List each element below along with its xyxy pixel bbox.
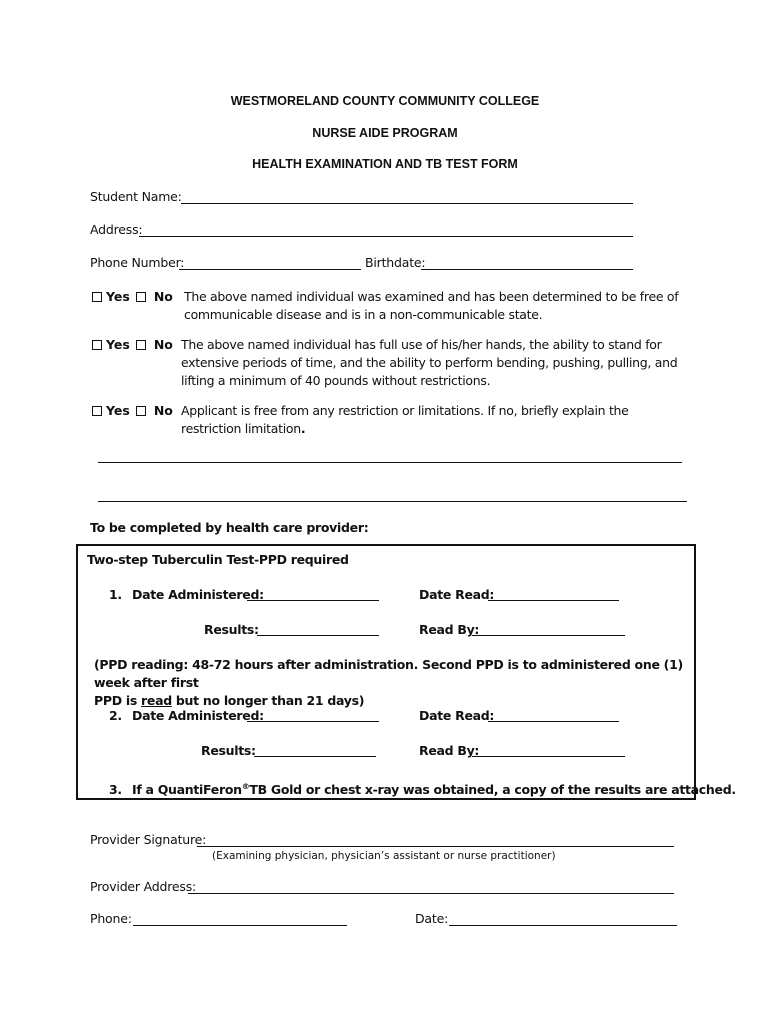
statement-1-text: The above named individual was examined and has been determined to be free of communicable disease and is in a non-communicable state. [184,289,679,322]
test-2-read-by-field[interactable] [472,756,625,757]
address-field[interactable] [139,236,633,237]
test-2-date-read-label: Date Read: [419,708,495,723]
explanation-line-1[interactable] [98,462,682,463]
program-name: NURSE AIDE PROGRAM [312,126,458,140]
test-2-results-label: Results: [201,743,256,758]
provider-signature-field[interactable] [197,846,674,847]
tb-box-title: Two-step Tuberculin Test-PPD required [87,552,349,567]
test-1-date-administered-label: Date Administered: [132,587,264,602]
item-3-number: 3. [109,782,122,797]
phone-number-field[interactable] [179,269,361,270]
phone-field[interactable] [133,925,347,926]
test-1-results-label: Results: [204,622,259,637]
student-name-label: Student Name: [90,189,182,204]
statement-3-yes-checkbox[interactable] [92,406,102,416]
birthdate-label: Birthdate: [365,255,426,270]
yes-label: Yes [106,337,130,352]
signature-note: (Examining physician, physician’s assistant or nurse practitioner) [212,850,556,862]
explanation-line-2[interactable] [98,501,687,502]
no-label: No [153,403,173,418]
statement-1-yes-checkbox[interactable] [92,292,102,302]
test-1-read-by-field[interactable] [472,635,625,636]
test-2-results-field[interactable] [254,756,376,757]
test-1-read-by-label: Read By: [419,622,480,637]
statement-2-yes-checkbox[interactable] [92,340,102,350]
provider-address-label: Provider Address: [90,879,197,894]
test-1-date-read-label: Date Read: [419,587,495,602]
yes-label: Yes [106,403,130,418]
provider-signature-label: Provider Signature: [90,832,207,847]
ppd-note: (PPD reading: 48-72 hours after administration. Second PPD is to administered one (1) week after first PPD is read but no longer than 21 days) [94,657,683,708]
provider-section-heading: To be completed by health care provider: [90,520,369,535]
student-name-field[interactable] [181,203,633,204]
college-name: WESTMORELAND COUNTY COMMUNITY COLLEGE [230,94,540,108]
statement-3-no-checkbox[interactable] [136,406,146,416]
statement-1-options [92,289,173,304]
date-field[interactable] [449,925,677,926]
test-2-date-administered-field[interactable] [247,721,379,722]
no-label: No [153,289,173,304]
statement-2-text: The above named individual has full use of his/her hands, the ability to stand for extensive periods of time, and the ability to perform bending, pushing, pulling, and lifting a minimum of 40 pounds without restrictions. [181,337,678,388]
test-2-date-administered-label: Date Administered: [132,708,264,723]
phone-number-label: Phone Number: [90,255,185,270]
provider-address-field[interactable] [188,893,674,894]
birthdate-field[interactable] [421,269,633,270]
test-1-results-field[interactable] [257,635,379,636]
test-2-read-by-label: Read By: [419,743,480,758]
statement-1-no-checkbox[interactable] [136,292,146,302]
statement-3-text: Applicant is free from any restriction or limitations. If no, briefly explain the restriction limitation. [181,403,629,436]
test-2-date-read-field[interactable] [488,721,619,722]
phone-label: Phone: [90,911,132,926]
statement-3-options [92,403,173,418]
test-2-number: 2. [109,708,122,723]
date-label: Date: [415,911,449,926]
no-label: No [153,337,173,352]
statement-2-no-checkbox[interactable] [136,340,146,350]
form-title: HEALTH EXAMINATION AND TB TEST FORM [252,157,518,171]
address-label: Address: [90,222,143,237]
test-1-date-administered-field[interactable] [247,600,379,601]
statement-2-options [92,337,173,352]
test-1-date-read-field[interactable] [488,600,619,601]
yes-label: Yes [106,289,130,304]
test-1-number: 1. [109,587,122,602]
quantiferon-note: If a QuantiFeron®TB Gold or chest x-ray was obtained, a copy of the results are attached. [132,782,736,798]
